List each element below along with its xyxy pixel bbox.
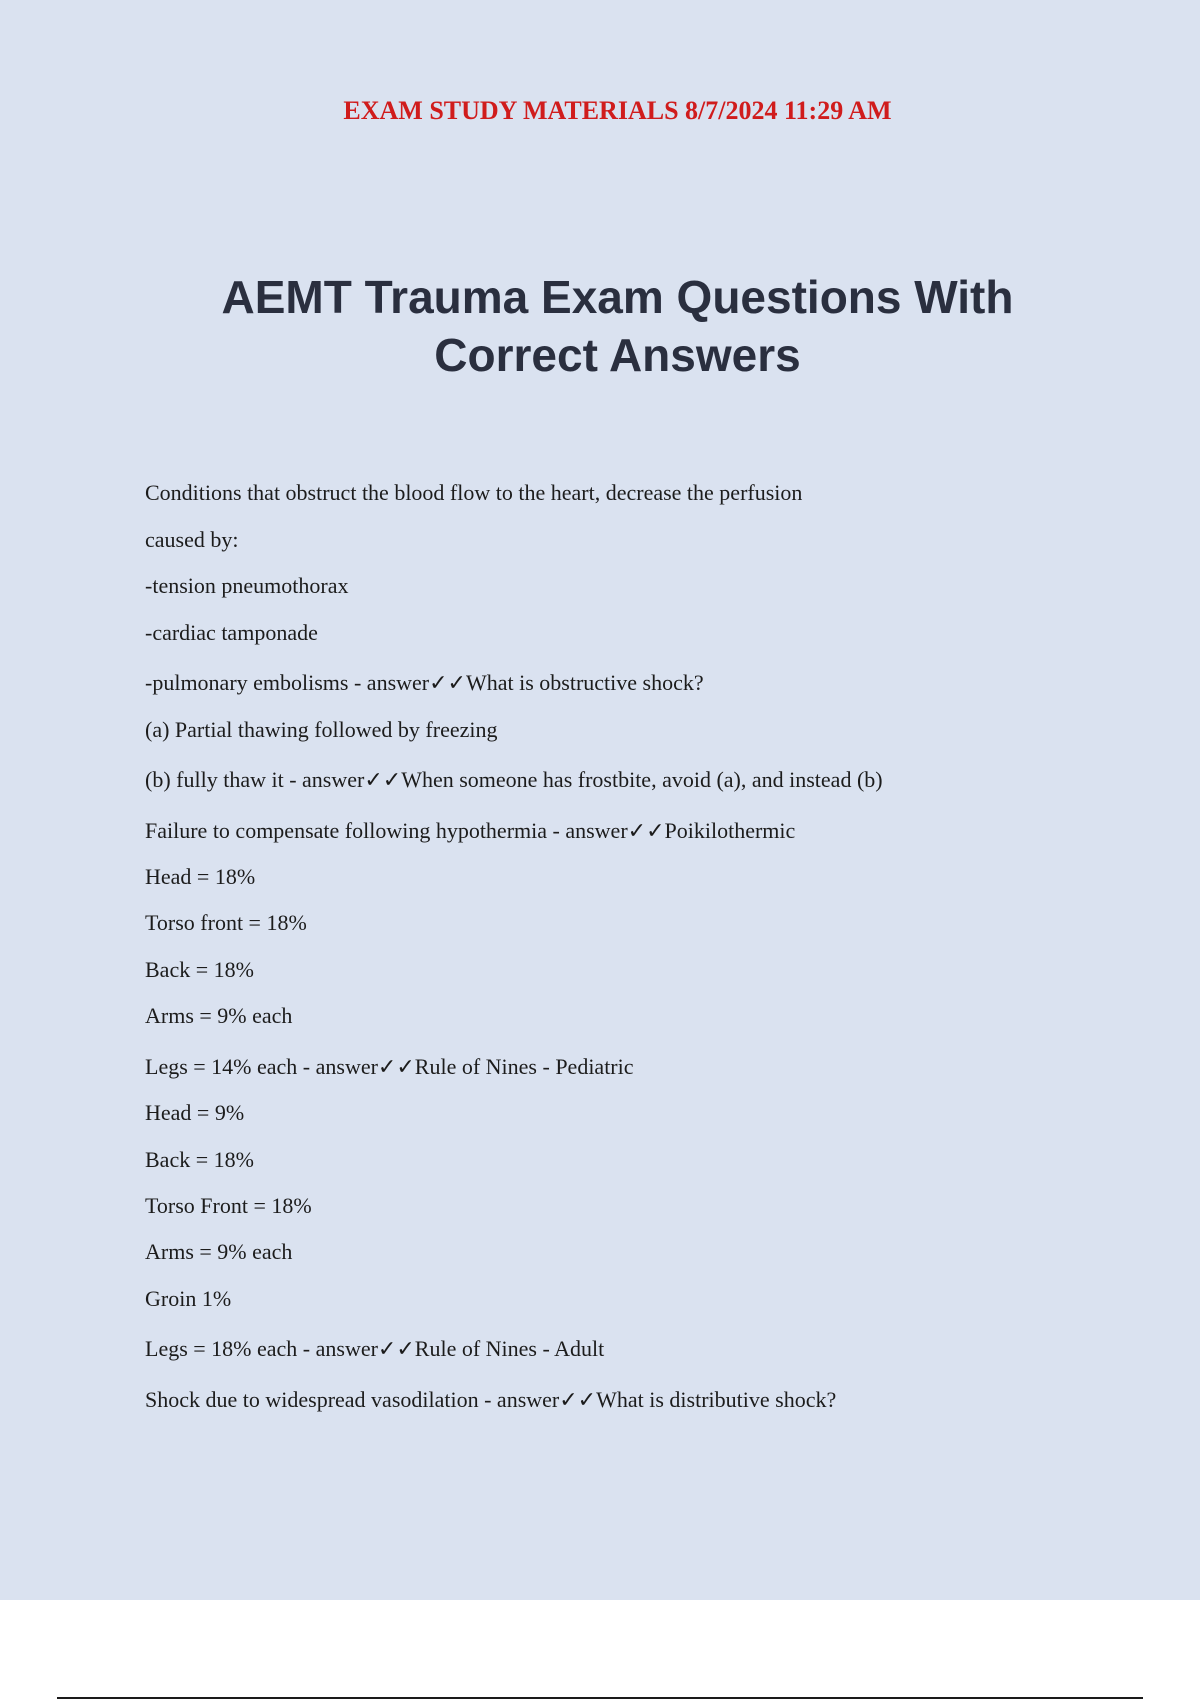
exam-stamp-header: EXAM STUDY MATERIALS 8/7/2024 11:29 AM	[343, 96, 892, 125]
content-line: Failure to compensate following hypothermia - answer✓✓Poikilothermic	[145, 818, 796, 843]
content-line: -cardiac tamponade	[145, 620, 318, 645]
content-line: Legs = 14% each - answer✓✓Rule of Nines - Pediatric	[145, 1054, 634, 1079]
content-line: Shock due to widespread vasodilation - answer✓✓What is distributive shock?	[145, 1387, 837, 1412]
content-line: Torso Front = 18%	[145, 1193, 312, 1218]
content-line: Back = 18%	[145, 957, 254, 982]
content-line: -pulmonary embolisms - answer✓✓What is obstructive shock?	[145, 670, 704, 695]
title-line-1: AEMT Trauma Exam Questions With	[221, 271, 1014, 323]
content-line: Arms = 9% each	[145, 1239, 293, 1264]
content-line: Head = 18%	[145, 864, 256, 889]
document-title	[0, 268, 1200, 384]
content-line: (a) Partial thawing followed by freezing	[145, 717, 498, 742]
content-line: Head = 9%	[145, 1100, 245, 1125]
content-line: (b) fully thaw it - answer✓✓When someone has frostbite, avoid (a), and instead (b)	[145, 767, 883, 792]
content-line: Arms = 9% each	[145, 1003, 293, 1028]
content-line: caused by:	[145, 527, 239, 552]
content-line: Conditions that obstruct the blood flow to the heart, decrease the perfusion	[145, 480, 803, 505]
content-line: Legs = 18% each - answer✓✓Rule of Nines - Adult	[145, 1336, 605, 1361]
content-line: Back = 18%	[145, 1147, 254, 1172]
content-line: Groin 1%	[145, 1286, 232, 1311]
title-line-2: Correct Answers	[434, 329, 801, 381]
content-line: -tension pneumothorax	[145, 573, 349, 598]
content-line: Torso front = 18%	[145, 910, 307, 935]
footer-divider	[57, 1697, 1143, 1699]
